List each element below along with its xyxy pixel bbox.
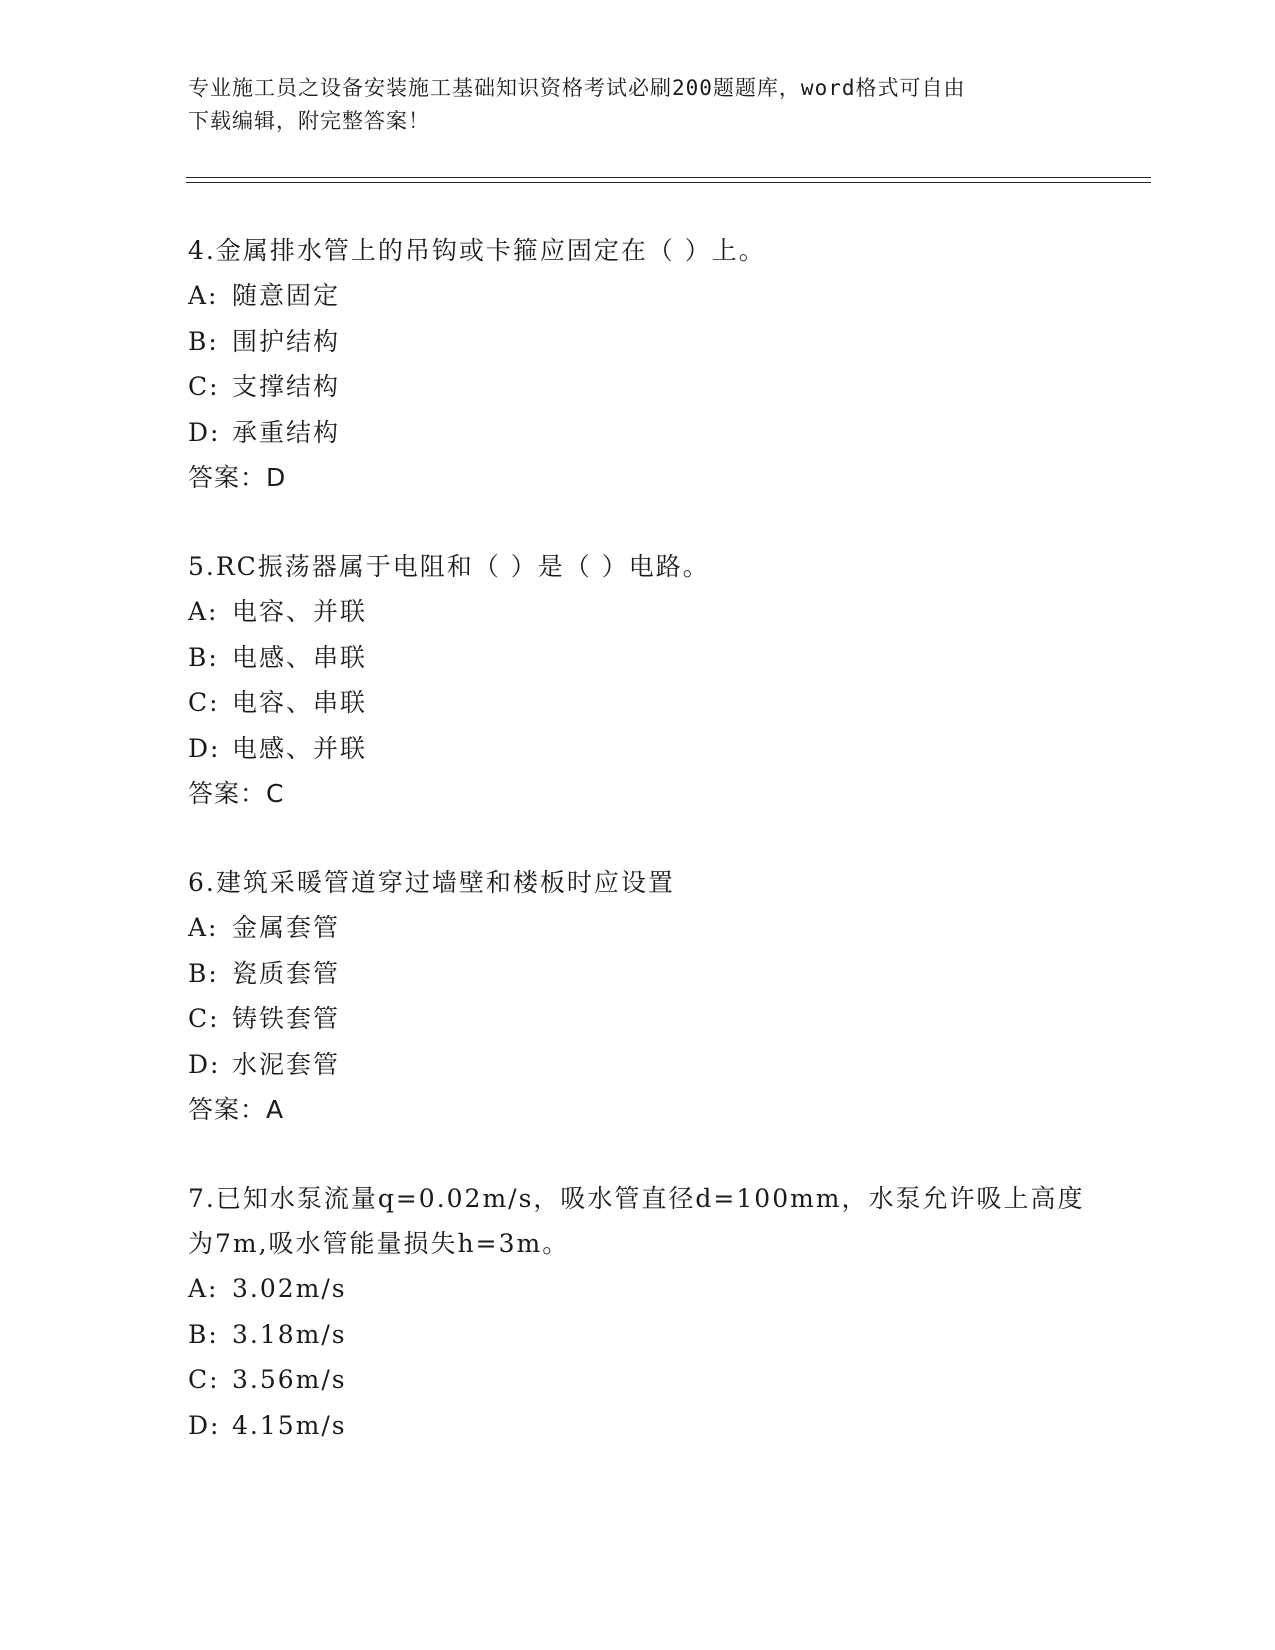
option-b xyxy=(188,319,1088,365)
option-c xyxy=(188,364,1088,410)
option-text: 3.56m/s xyxy=(232,1365,347,1394)
option-text: 4.15m/s xyxy=(232,1410,347,1440)
option-text: 金属套管 xyxy=(232,913,341,942)
option-label: C: xyxy=(188,372,220,401)
option-text: 随意固定 xyxy=(232,281,341,310)
option-label: C: xyxy=(188,688,220,717)
option-a xyxy=(188,905,1088,951)
option-label: D: xyxy=(188,1410,221,1440)
question-stem: 4.金属排水管上的吊钩或卡箍应固定在（ ）上。 xyxy=(188,236,766,265)
option-text: 电容、并联 xyxy=(232,597,368,626)
option-text: 支撑结构 xyxy=(232,372,341,401)
option-d xyxy=(188,1042,1088,1088)
option-label: C: xyxy=(188,1004,220,1033)
option-text: 电感、串联 xyxy=(232,642,368,672)
option-label: B: xyxy=(188,326,219,356)
option-a xyxy=(188,273,1088,319)
question-5 xyxy=(188,544,1088,816)
answer: 答案：C xyxy=(188,779,285,808)
header-line-1: 专业施工员之设备安装施工基础知识资格考试必刷200题题库，word格式可自由 xyxy=(188,76,966,100)
option-label: B: xyxy=(188,958,219,988)
header-line-2: 下载编辑，附完整答案！ xyxy=(188,109,430,133)
header-divider-top xyxy=(186,177,1151,178)
option-d xyxy=(188,410,1088,456)
option-label: B: xyxy=(188,1319,219,1349)
option-text: 3.18m/s xyxy=(232,1319,347,1349)
option-label: A: xyxy=(188,597,219,626)
option-c xyxy=(188,680,1088,726)
option-label: A: xyxy=(188,913,219,942)
option-b xyxy=(188,635,1088,681)
option-d xyxy=(188,1403,1088,1449)
option-a xyxy=(188,589,1088,635)
option-a xyxy=(188,1266,1088,1312)
option-label: D: xyxy=(188,417,221,447)
option-text: 水泥套管 xyxy=(232,1049,341,1079)
option-c xyxy=(188,996,1088,1042)
option-b xyxy=(188,1312,1088,1358)
option-label: A: xyxy=(188,1274,219,1303)
question-stem-line-2: 为7m,吸水管能量损失h=3m。 xyxy=(188,1229,570,1258)
option-b xyxy=(188,951,1088,997)
option-label: C: xyxy=(188,1365,220,1394)
option-d xyxy=(188,726,1088,772)
option-label: D: xyxy=(188,733,221,763)
option-text: 电容、串联 xyxy=(232,688,368,717)
question-4 xyxy=(188,228,1088,500)
option-c xyxy=(188,1357,1088,1403)
option-label: B: xyxy=(188,642,219,672)
question-stem: 5.RC振荡器属于电阻和（ ）是（ ）电路。 xyxy=(188,552,710,581)
header-divider-bottom xyxy=(186,182,1151,183)
answer: 答案：D xyxy=(188,463,287,492)
option-label: A: xyxy=(188,281,219,310)
option-text: 铸铁套管 xyxy=(232,1004,341,1033)
option-text: 3.02m/s xyxy=(232,1274,347,1303)
question-stem-line-1: 7.已知水泵流量q=0.02m/s，吸水管直径d=100mm，水泵允许吸上高度 xyxy=(188,1184,1085,1213)
option-text: 电感、并联 xyxy=(232,733,368,763)
option-text: 承重结构 xyxy=(232,417,341,447)
answer: 答案：A xyxy=(188,1095,285,1124)
option-text: 围护结构 xyxy=(232,326,341,356)
option-text: 瓷质套管 xyxy=(232,958,341,988)
question-stem: 6.建筑采暖管道穿过墙壁和楼板时应设置 xyxy=(188,868,675,897)
question-6 xyxy=(188,860,1088,1132)
document-header xyxy=(188,72,1068,138)
question-7 xyxy=(188,1176,1088,1448)
option-label: D: xyxy=(188,1049,221,1079)
